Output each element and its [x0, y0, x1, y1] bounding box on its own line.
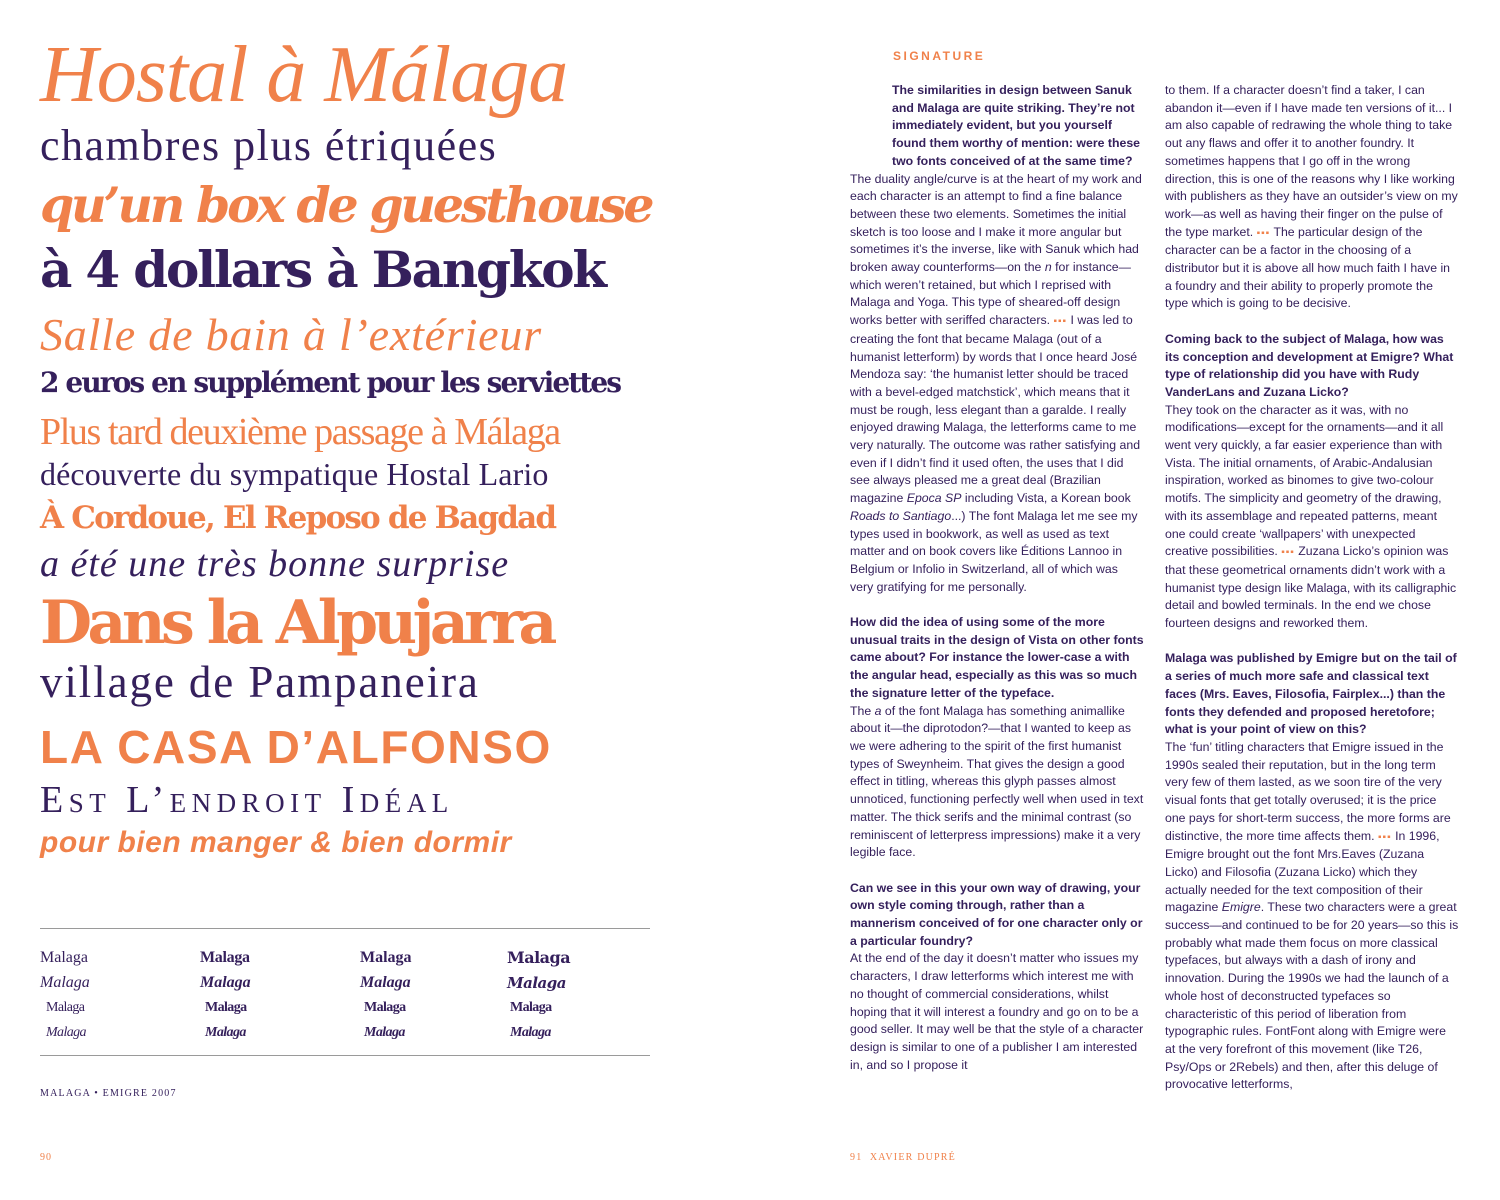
bottom-rule — [40, 1055, 650, 1056]
specimen-line-6: 2 euros en supplément pour les serviettes — [40, 366, 621, 399]
answer-text: . These two characters were a great success—and continued to be for 20 years—so this is probably what made them focus on more classical typefaces, but always with a dash of irony and innovation. During the 1990s we had the launch of a whole host of deconstructed typefaces so characteristic of this period of liberation from typographic rules. FontFont along with Emigre were at the very forefront of this movement (like T26, Psy/Ops or 2Rebels) and then, after this deluge of provocative letterforms, — [1165, 900, 1459, 1092]
paragraph-gap — [1165, 313, 1459, 331]
weight-sample: Malaga — [510, 1024, 551, 1040]
answer-text: of the font Malaga has something animallike about it—the diprotodon?—that I wanted to keep as we were adhering to the spirit of the first humanist types of Sweynheim. That gives the design a good effect in titling, whereas this glyph passes almost unnoticed, functioning perfectly well when used in text matter. The thick serifs and the minimal contrast (so reminiscent of letterpress impressions) make it a very legible face. — [850, 703, 1144, 860]
answer-text: The duality angle/curve is at the heart of my work and each character is an attempt to find a fine balance between these two elements. Sometimes the initial sketch is too loose and I make it more angular but sometimes it’s the inverse, like with Sanuk which had broken away counterforms—on the — [850, 171, 1142, 275]
weight-sample: Malaga — [507, 973, 566, 992]
specimen-line-5: Salle de bain à l’extérieur — [40, 309, 542, 360]
specimen-line-7: Plus tard deuxième passage à Málaga — [40, 411, 560, 453]
specimen-line-3: qu’un box de guesthouse — [40, 176, 652, 234]
answer-italic: n — [1044, 260, 1052, 275]
page-number-left: 90 — [40, 1152, 52, 1163]
weight-sample: Malaga — [510, 999, 552, 1015]
weight-sample: Malaga — [200, 948, 250, 966]
answer-1 — [850, 171, 1144, 597]
specimen-line-9: À Cordoue, El Reposo de Bagdad — [40, 500, 556, 536]
specimen-line-8: découverte du sympatique Hostal Lario — [40, 456, 549, 492]
specimen-credit: MALAGA • EMIGRE 2007 — [40, 1088, 177, 1099]
weight-sample: Malaga — [205, 999, 247, 1015]
page-number-right: 91 — [850, 1152, 863, 1163]
weight-sample: Malaga — [46, 999, 85, 1015]
specimen-line-14: Est L’endroit Idéal — [40, 779, 454, 821]
question-5: Malaga was published by Emigre but on the tail of a series of much more safe and classical text faces (Mrs. Eaves, Filosofia, Fairplex...) than the fonts they defended and proposed heretofore; what is your point of view on this? — [1165, 651, 1457, 737]
weights-row-roman — [40, 945, 600, 970]
answer-text: I was led to creating the font that became Malaga (out of a humanist letterform) by words that I once heard José Mendoza say: ‘the humanist letter should be traced with a bevel-edged matchstick’, which means that it must be rough, less elegant than a garalde. I really enjoyed drawing Malaga, the letterforms came to me very naturally. The outcome was rather satisfying and even if I didn’t find it used often, the uses that I did see always pleased me a great deal (Brazilian magazine — [850, 313, 1141, 506]
paragraph-gap — [1165, 633, 1459, 651]
weight-sample: Malaga — [360, 973, 411, 991]
specimen-line-12: village de Pampaneira — [40, 657, 480, 707]
answer-text: In 1996, Emigre brought out the font Mrs.Eaves (Zuzana Licko) and Filosofia (Zuzana Licko) which they actually needed for the text composition of their magazine — [1165, 828, 1440, 915]
weight-sample: Malaga — [360, 948, 412, 966]
weight-sample: Malaga — [40, 948, 88, 966]
answer-text: Zuzana Licko’s opinion was that these geometrical ornaments didn’t work with a humanist type design like Malaga, with its calligraphic detail and bowled terminals. In the end we chose fourteen designs and reworked them. — [1165, 544, 1457, 631]
question-2: How did the idea of using some of the more unusual traits in the design of Vista on other fonts came about? For instance the lower-case a with the angular head, especially as this was so much the signature letter of the typeface. — [850, 615, 1144, 700]
top-rule — [40, 928, 650, 929]
answer-2 — [850, 703, 1144, 862]
author-name: XAVIER DUPRÉ — [869, 1152, 956, 1163]
paragraph-gap — [850, 862, 1144, 880]
weights-row-condensed-italic — [40, 1020, 600, 1045]
answer-italic: Epoca SP — [906, 491, 962, 506]
right-page — [750, 0, 1500, 1200]
answer-3-continued — [1165, 82, 1459, 313]
specimen-line-1: Hostal à Málaga — [40, 31, 568, 119]
answer-italic: Emigre — [1221, 900, 1261, 915]
weight-sample: Malaga — [205, 1024, 246, 1040]
question-1: The similarities in design between Sanuk and Malaga are quite striking. They’re not immediately evident, but you yourself found them worthy of mention: were these two fonts conceived of at the same time? — [892, 83, 1140, 168]
answer-3: At the end of the day it doesn’t matter who issues my characters, I draw letterforms which interest me with no thought of commercial considerations, whilst hoping that it will interest a foundry and go on to be a good seller. It may well be that the style of a character design is similar to one of a publisher I am interested in, and so I propose it — [850, 951, 1144, 1072]
weights-row-condensed — [40, 995, 600, 1020]
text-column-2 — [1165, 82, 1459, 1094]
ornament-icon: ▪▪▪ — [1256, 227, 1271, 239]
ornament-icon: ▪▪▪ — [1281, 547, 1295, 559]
specimen-line-2: chambres plus étriquées — [40, 121, 498, 170]
specimen-line-13: LA CASA D’ALFONSO — [40, 721, 552, 773]
ornament-icon: ▪▪▪ — [1378, 831, 1392, 843]
weight-sample: Malaga — [46, 1024, 86, 1040]
answer-text: including Vista, a Korean book — [964, 491, 1131, 506]
weight-sample: Malaga — [364, 999, 406, 1015]
weights-row-italic — [40, 970, 600, 995]
weight-sample: Malaga — [200, 973, 251, 991]
weight-sample: Malaga — [507, 948, 571, 967]
specimen-line-10: a été une très bonne surprise — [40, 543, 510, 585]
weight-sample: Malaga — [364, 1024, 405, 1040]
specimen-line-15: pour bien manger & bien dormir — [40, 826, 512, 859]
answer-5 — [1165, 739, 1459, 1094]
paragraph-gap — [850, 596, 1144, 614]
answer-text: ...) The font Malaga let me see my types used in bookwork, as well as used as text matter and on book covers like Éditions Lannoo in Belgium or Infolio in Switzerland, all of which was very gratifying for me personally. — [850, 508, 1138, 594]
question-4: Coming back to the subject of Malaga, how was its conception and development at Emigre? What type of relationship did you have with Rudy VanderLans and Zuzana Licko? — [1165, 331, 1454, 399]
answer-text: The — [850, 703, 872, 718]
text-column-1 — [850, 82, 1144, 1074]
answer-text: The ‘fun’ titling characters that Emigre issued in the 1990s sealed their reputation, but in the long term very few of them lasted, as we soon tire of the very visual fonts that get totally overused; it is the price one pays for short-term success, the more forms are distinctive, the more time affects them. — [1165, 739, 1451, 843]
answer-text: The particular design of the character can be a factor in the choosing of a distributor but it is above all how much faith I have in a foundry and their ability to properly promote the type which is going to be decisive. — [1165, 224, 1451, 311]
running-footer — [850, 1152, 956, 1163]
weights-grid — [40, 945, 600, 1045]
weight-sample: Malaga — [40, 973, 90, 991]
answer-4 — [1165, 402, 1459, 633]
specimen-line-4: à 4 dollars à Bangkok — [40, 240, 605, 299]
answer-italic: a — [874, 703, 882, 718]
specimen-line-11: Dans la Alpujarra — [40, 588, 553, 658]
answer-text: for instance—which weren’t retained, but which I reprised with Malaga and Yoga. This type of sheared-off design works better with seriffed characters. — [850, 260, 1131, 328]
section-heading: SIGNATURE — [893, 49, 986, 63]
answer-text: They took on the character as it was, with no modifications—except for the ornaments—and it all went very quickly, a far easier experience than with Vista. The initial ornaments, of Arabic-Andalusian inspiration, worked as binomes to give two-colour motifs. The simplicity and geometry of the drawing, with its assemblage and repeated patterns, meant one could create ‘wallpapers’ with unexpected creative possibilities. — [1165, 402, 1444, 559]
ornament-icon: ▪▪▪ — [1053, 316, 1068, 328]
question-3: Can we see in this your own way of drawing, your own style coming through, rather than a mannerism conceived of for one character only or a particular foundry? — [850, 880, 1143, 948]
answer-italic: Roads to Santiago — [850, 508, 952, 523]
answer-text: to them. If a character doesn’t find a taker, I can abandon it—even if I have made ten versions of it... I am also capable of redrawing the whole thing to take out any flaws and offer it to another foundry. It sometimes happens that I go off in the wrong direction, this is one of the reasons why I like working with publishers as they have an outsider’s view on my work—as well as having their finger on the pulse of the type market. — [1165, 83, 1458, 239]
